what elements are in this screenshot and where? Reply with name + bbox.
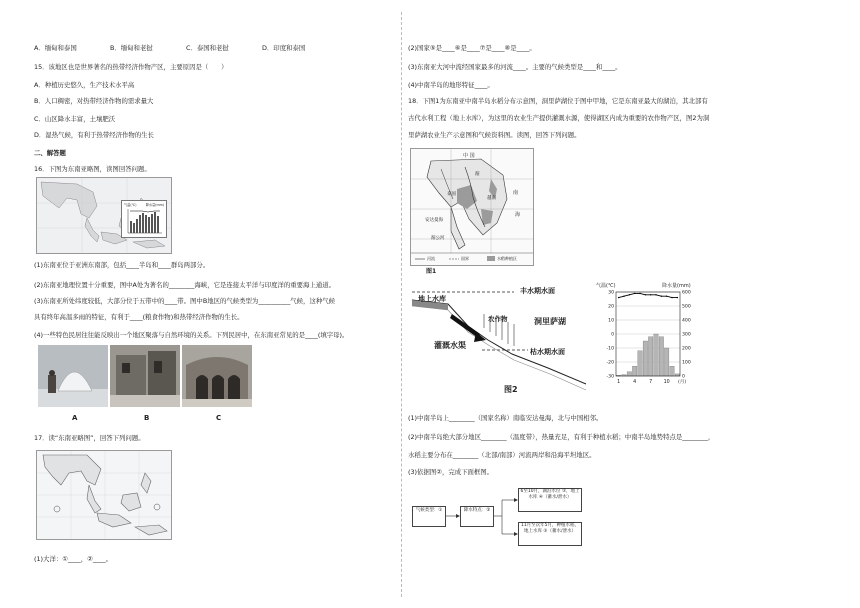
option-d: D．印度和泰国 [262, 44, 306, 52]
flow-box-wet-season: 6至10月，湖泊水位 ③，地上水库 ④（蓄水/泄水） [518, 488, 582, 512]
section-heading: 二、解答题 [34, 149, 66, 157]
x-axis-label: (月) [678, 380, 687, 385]
figure1-label: 图1 [426, 268, 437, 275]
precipitation-bar [638, 351, 642, 376]
climate-chart-inset [121, 200, 167, 238]
chart-ylabel: 气温(℃) [596, 283, 616, 289]
y-tick-label: -20 [606, 360, 614, 366]
q18-stem-2: 古代水利工程（地上水库），为这里的农业生产提供灌溉水源，使得湖区内成为重要的农作物产区，图2为洞 [408, 114, 710, 122]
precipitation-bar [670, 366, 674, 376]
q16-sub-2: (2)东南亚地理位置十分重要，图中A处为著名的________海峡，它是连接太平洋与印度洋的重要海上通道。 [34, 281, 336, 289]
temperature-point [671, 297, 672, 298]
precipitation-bar [664, 348, 668, 376]
option-a: A．缅甸和泰国 [34, 44, 77, 52]
option-c: C．泰国和老挝 [186, 44, 229, 52]
q15-stem: 15．该地区也是世界著名的热带经济作物产区，主要原因是（ ） [34, 63, 228, 71]
precipitation-bar [643, 341, 647, 376]
option-b: B．缅甸和老挝 [110, 44, 153, 52]
y-tick-label: 10 [608, 318, 614, 324]
y2-tick-label: 100 [682, 360, 691, 366]
temperature-point [661, 296, 662, 297]
q15-option-a: A．种植历史悠久，生产技术水平高 [34, 81, 135, 89]
y2-tick-label: 0 [682, 374, 685, 380]
precipitation-bar [675, 374, 679, 376]
figure2-label: 图2 [504, 385, 518, 394]
fig1-china: 中 国 [463, 153, 475, 159]
figure1-rice-map [410, 148, 534, 266]
flow-diagram [410, 486, 610, 550]
fig2-lake: 洞里萨湖 [534, 317, 566, 326]
climate-inset-rain-label: 降水量(mm) [145, 203, 164, 207]
q18-sub-1: (1)中南半岛上________（国家名称）南临安达曼海，北与中国相邻。 [408, 414, 603, 422]
temperature-point [650, 294, 651, 295]
fig1-legend-rice: 水稻种植区 [497, 256, 517, 261]
photo-label-c: C [216, 414, 222, 422]
x-tick-label: 1 [617, 380, 621, 385]
q16-sub-3: (3)东南亚所处纬度较低，大部分位于五带中的____带。图中B地区的气候类型为__________气候，这种气候 [34, 297, 336, 305]
q17-sub-4: (4)中南半岛的地形特征____。 [408, 81, 494, 89]
fig1-south: 南 [513, 190, 519, 196]
precipitation-bar [627, 372, 631, 376]
q17-stem: 17．读“东南亚略图”，回答下列问题。 [34, 434, 145, 442]
fig1-vietnam: 越南 [487, 196, 496, 201]
flow-box-dry-season: 11月至次年5月，种植水稻，地上水库 ⑤（蓄水/泄水） [518, 522, 582, 546]
q15-option-d: D．湿热气候，有利于热带经济作物的生长 [34, 131, 154, 139]
q15-option-b: B．人口稠密，对热带经济作物的需求量大 [34, 97, 154, 105]
q18-sub-3: (3)依据图②，完成下面框图。 [408, 468, 494, 476]
y-tick-label: 0 [611, 332, 614, 338]
fig1-thailand: 泰国 [447, 192, 456, 197]
southeast-asia-map [36, 177, 172, 254]
y-tick-label: 30 [608, 290, 614, 296]
left-column [34, 0, 398, 608]
fig1-sea: 海 [515, 212, 521, 218]
q18-sub-2b: 水稻主要分布在________（北部/南部）河流两岸和沿海平坦地区。 [408, 451, 596, 459]
chart-y2label: 降水量(mm) [662, 283, 691, 289]
y-tick-label: -30 [606, 374, 614, 380]
temperature-point [629, 294, 630, 295]
q16-sub-1: (1)东南亚位于亚洲东南部，包括____半岛和____群岛两部分。 [34, 261, 210, 269]
fig2-low-water: 枯水期水面 [530, 348, 565, 356]
y2-tick-label: 400 [682, 318, 691, 324]
x-tick-label: 7 [649, 380, 653, 385]
photo-label-b: B [144, 414, 150, 422]
fig1-legend-border: 国界 [461, 256, 469, 261]
dwelling-photo-b [110, 345, 180, 407]
figure2-cross-section [408, 280, 588, 395]
q17-sub-1: (1)大洋：①____，②____。 [34, 555, 113, 563]
fig2-canal: 灌溉水渠 [434, 341, 466, 350]
q16-sub-4: (4)一些特色民居往往能反映出一个地区聚落与自然环境的关系。下列民居中，在东南亚常见的是____(填字母)。 [34, 331, 349, 339]
temperature-point [645, 294, 646, 295]
climate-chart [596, 282, 706, 394]
fig1-mekong: 湄公河 [431, 236, 445, 241]
y-tick-label: -10 [606, 346, 614, 352]
fig2-crops: 农作物 [488, 315, 508, 323]
southeast-asia-sketch-map [36, 450, 172, 540]
y2-tick-label: 500 [682, 304, 691, 310]
dwelling-photo-a [38, 345, 108, 407]
flow-box-precip: 降水特点：② [460, 506, 494, 527]
q18-stem-1: 18．下图1为东南亚中南半岛水稻分布示意图，洞里萨湖位于图中甲地，它是东南亚最大的湖泊，其北部有 [408, 97, 708, 105]
temperature-point [655, 294, 656, 295]
q16-sub-3b: 具有终年高温多雨的特征，有利于____(粮食作物)和热带经济作物的生长。 [34, 313, 244, 321]
fig1-andaman: 安达曼海 [425, 218, 443, 223]
temperature-line [619, 293, 678, 297]
temperature-point [623, 296, 624, 297]
precipitation-bar [654, 334, 658, 376]
climate-chart-svg [596, 282, 706, 394]
y2-tick-label: 600 [682, 290, 691, 296]
fig1-mei: 湄 [475, 172, 480, 177]
precipitation-bar [632, 366, 636, 376]
fig2-reservoir: 地上水库 [418, 295, 446, 303]
x-tick-label: 10 [663, 380, 670, 385]
precipitation-bar [648, 337, 652, 376]
precipitation-bar [659, 337, 663, 376]
y2-tick-label: 300 [682, 332, 691, 338]
q15-option-c: C．山区降水丰富，土壤肥沃 [34, 115, 116, 123]
x-tick-label: 4 [633, 380, 637, 385]
right-column [408, 0, 826, 608]
climate-inset-temp-label: 气温(℃) [124, 203, 137, 207]
fig2-high-water: 丰水期水面 [520, 287, 555, 295]
temperature-point [618, 297, 619, 298]
fig1-legend-river: 河流 [427, 256, 435, 261]
temperature-point [639, 293, 640, 294]
temperature-point [666, 296, 667, 297]
temperature-point [634, 293, 635, 294]
q16-stem: 16．下图为东南亚略图，读图回答问题。 [34, 165, 151, 173]
temperature-point [677, 297, 678, 298]
dwelling-photo-c [182, 345, 252, 407]
q17-sub-3: (3)东南亚大河中流经国家最多的河流____。主要的气候类型是____和____。 [408, 63, 622, 71]
y2-tick-label: 200 [682, 346, 691, 352]
q14-options [34, 44, 338, 52]
column-divider [401, 12, 402, 597]
photo-label-a: A [72, 414, 78, 422]
q18-sub-2: (2)中南半岛绝大部分地区________（温度带），热量充足，有利于种植水稻；中南半岛地势特点是________， [408, 433, 715, 441]
flow-box-climate: 气候类型：① [412, 506, 446, 527]
q18-stem-3: 里萨湖农业生产示意图和气候资料图。读图，回答下列问题。 [408, 131, 581, 139]
q17-sub-2: (2)国家⑤是____⑥是____⑦是____⑧是____。 [408, 44, 536, 52]
y-tick-label: 20 [608, 304, 614, 310]
